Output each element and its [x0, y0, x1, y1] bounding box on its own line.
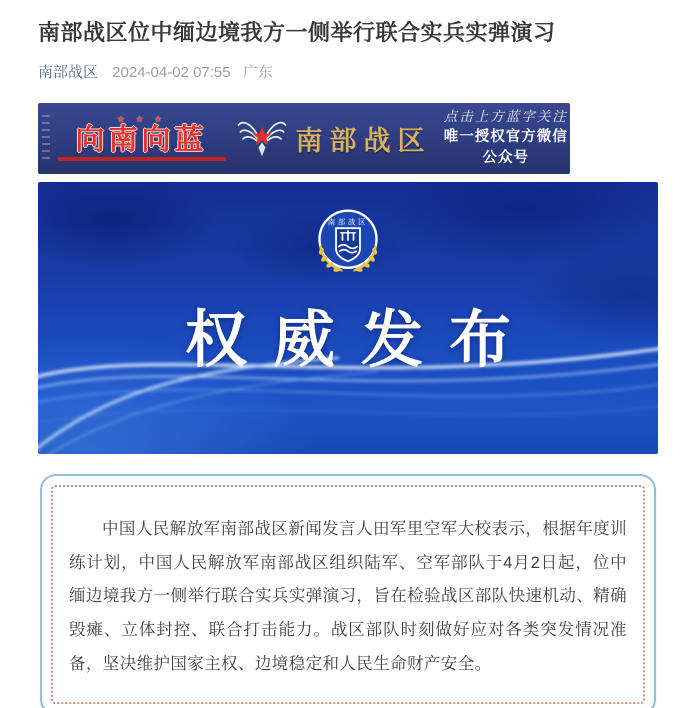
promo-banner-image[interactable] [38, 103, 570, 174]
statement-box [40, 474, 656, 708]
emblem-arc-text: 南部战区 [327, 217, 369, 227]
banner-slogan: 向南向蓝 [75, 123, 208, 156]
publish-time: 2024-04-02 07:55 [112, 63, 231, 81]
hero-banner-image[interactable] [38, 182, 658, 454]
theater-command-emblem-icon [302, 196, 394, 288]
article-title: 南部战区位中缅边境我方一侧举行联合实兵实弹演习 [38, 20, 556, 45]
statement-box-dotted-frame [51, 485, 645, 704]
slogan-block [58, 115, 226, 161]
banner-left-decoration [42, 115, 50, 161]
follow-cta [442, 107, 570, 169]
light-streaks-decoration [38, 324, 658, 454]
winged-star-emblem-icon [236, 114, 288, 162]
publish-location: 广东 [242, 63, 273, 81]
hero-headline: 权威发布 [184, 306, 537, 375]
cta-line1: 点击上方蓝字关注 [443, 109, 568, 125]
article-meta [38, 61, 658, 82]
cta-line2: 唯一授权官方微信公众号 [443, 128, 568, 166]
statement-paragraph: 中国人民解放军南部战区新闻发言人田军里空军大校表示，根据年度训练计划，中国人民解放军南部战区组织陆军、空军部队于4月2日起，位中缅边境我方一侧举行联合实兵实弹演习，旨在检验战区部队快速机动、精确毁瘫、立体封控、联合打击能力。战区部队时刻做好应对各类突发情况准备，坚决维护国家主权、边境稳定和人民生命财产安全。 [69, 519, 627, 673]
account-name-link[interactable]: 南部战区 [38, 63, 99, 81]
stars-decoration: ★ ★ ★ [116, 113, 167, 124]
banner-brand-name: 南部战区 [295, 125, 432, 156]
slogan-underline [58, 157, 226, 161]
